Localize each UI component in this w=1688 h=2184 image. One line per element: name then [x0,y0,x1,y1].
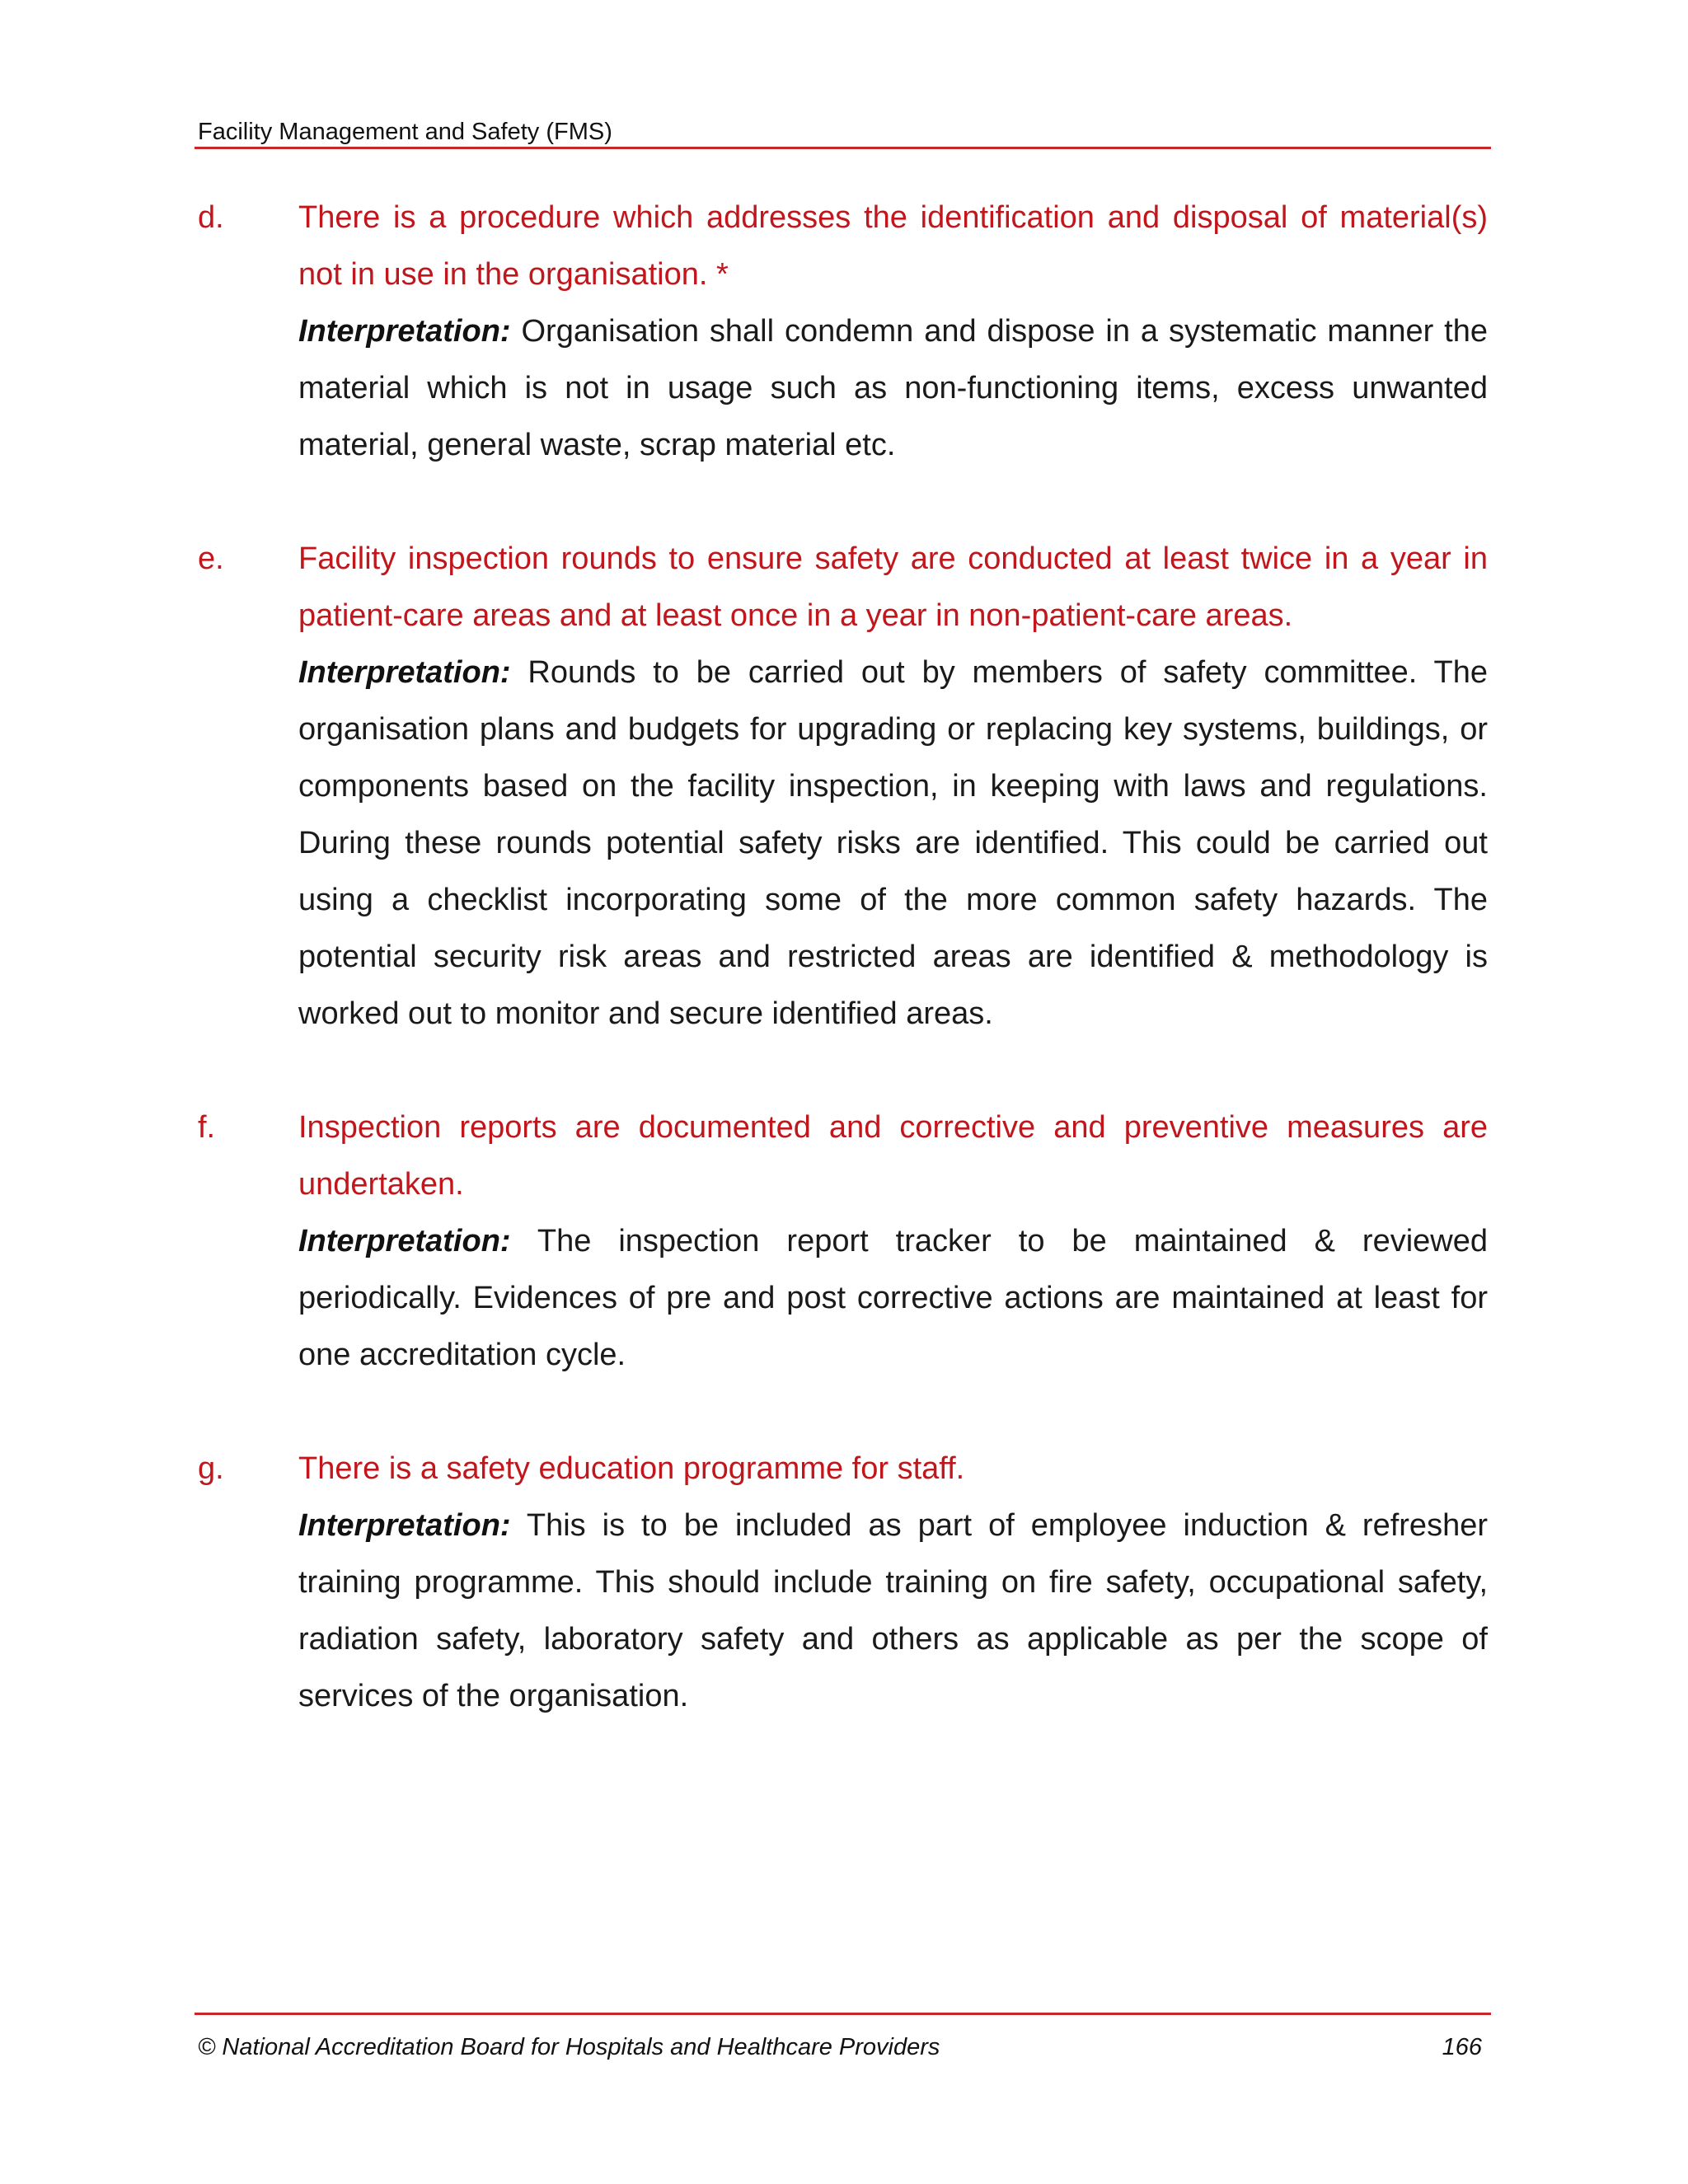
page-number: 166 [1442,2034,1482,2060]
item-f [198,1099,1488,1384]
interpretation-text: The inspection report tracker to be maintained & reviewed periodically. Evidences of pre and post corrective actions are maintained at least for one accreditation cycle. [298,1224,1488,1372]
interpretation-label: Interpretation: [298,1224,511,1258]
item-heading: Facility inspection rounds to ensure safety are conducted at least twice in a year in patient-care areas and at least once in a year in non-patient-care areas. [298,541,1488,633]
interpretation-label: Interpretation: [298,1508,511,1543]
item-letter: e. [198,541,224,576]
item-letter: g. [198,1451,224,1486]
item-heading: There is a safety education programme for staff. [298,1451,965,1486]
item-interpretation [298,1213,1488,1384]
item-e [198,531,1488,1043]
header-divider [195,147,1491,149]
item-heading: There is a procedure which addresses the identification and disposal of material(s) not in use in the organisation. * [298,200,1488,292]
running-header: Facility Management and Safety (FMS) [198,119,612,145]
item-d [198,190,1488,474]
standard-items [198,190,1488,1782]
item-g [198,1441,1488,1725]
item-interpretation [298,1497,1488,1725]
item-heading: Inspection reports are documented and corrective and preventive measures are undertaken. [298,1110,1488,1202]
interpretation-label: Interpretation: [298,314,511,349]
interpretation-text: Organisation shall condemn and dispose in a systematic manner the material which is not in usage such as non-functioning items, excess unwanted material, general waste, scrap material etc. [298,314,1488,462]
item-interpretation [298,644,1488,1043]
interpretation-label: Interpretation: [298,655,511,690]
footer-copyright: © National Accreditation Board for Hospitals and Healthcare Providers [198,2034,940,2060]
footer-divider [195,2013,1491,2015]
interpretation-text: Rounds to be carried out by members of safety committee. The organisation plans and budgets for upgrading or replacing key systems, buildings, or components based on the facility inspection, in keeping with laws and regulations. During these rounds potential safety risks are identified. This could be carried out using a checklist incorporating some of the more common safety hazards. The potential security risk areas and restricted areas are identified & methodology is worked out to monitor and secure identified areas. [298,655,1489,1031]
interpretation-text: This is to be included as part of employee induction & refresher training programme. This should include training on fire safety, occupational safety, radiation safety, laboratory safety and others as applicable as per the scope of services of the organisation. [298,1508,1488,1713]
item-letter: d. [198,200,224,235]
item-interpretation [298,303,1488,474]
item-letter: f. [198,1110,216,1145]
